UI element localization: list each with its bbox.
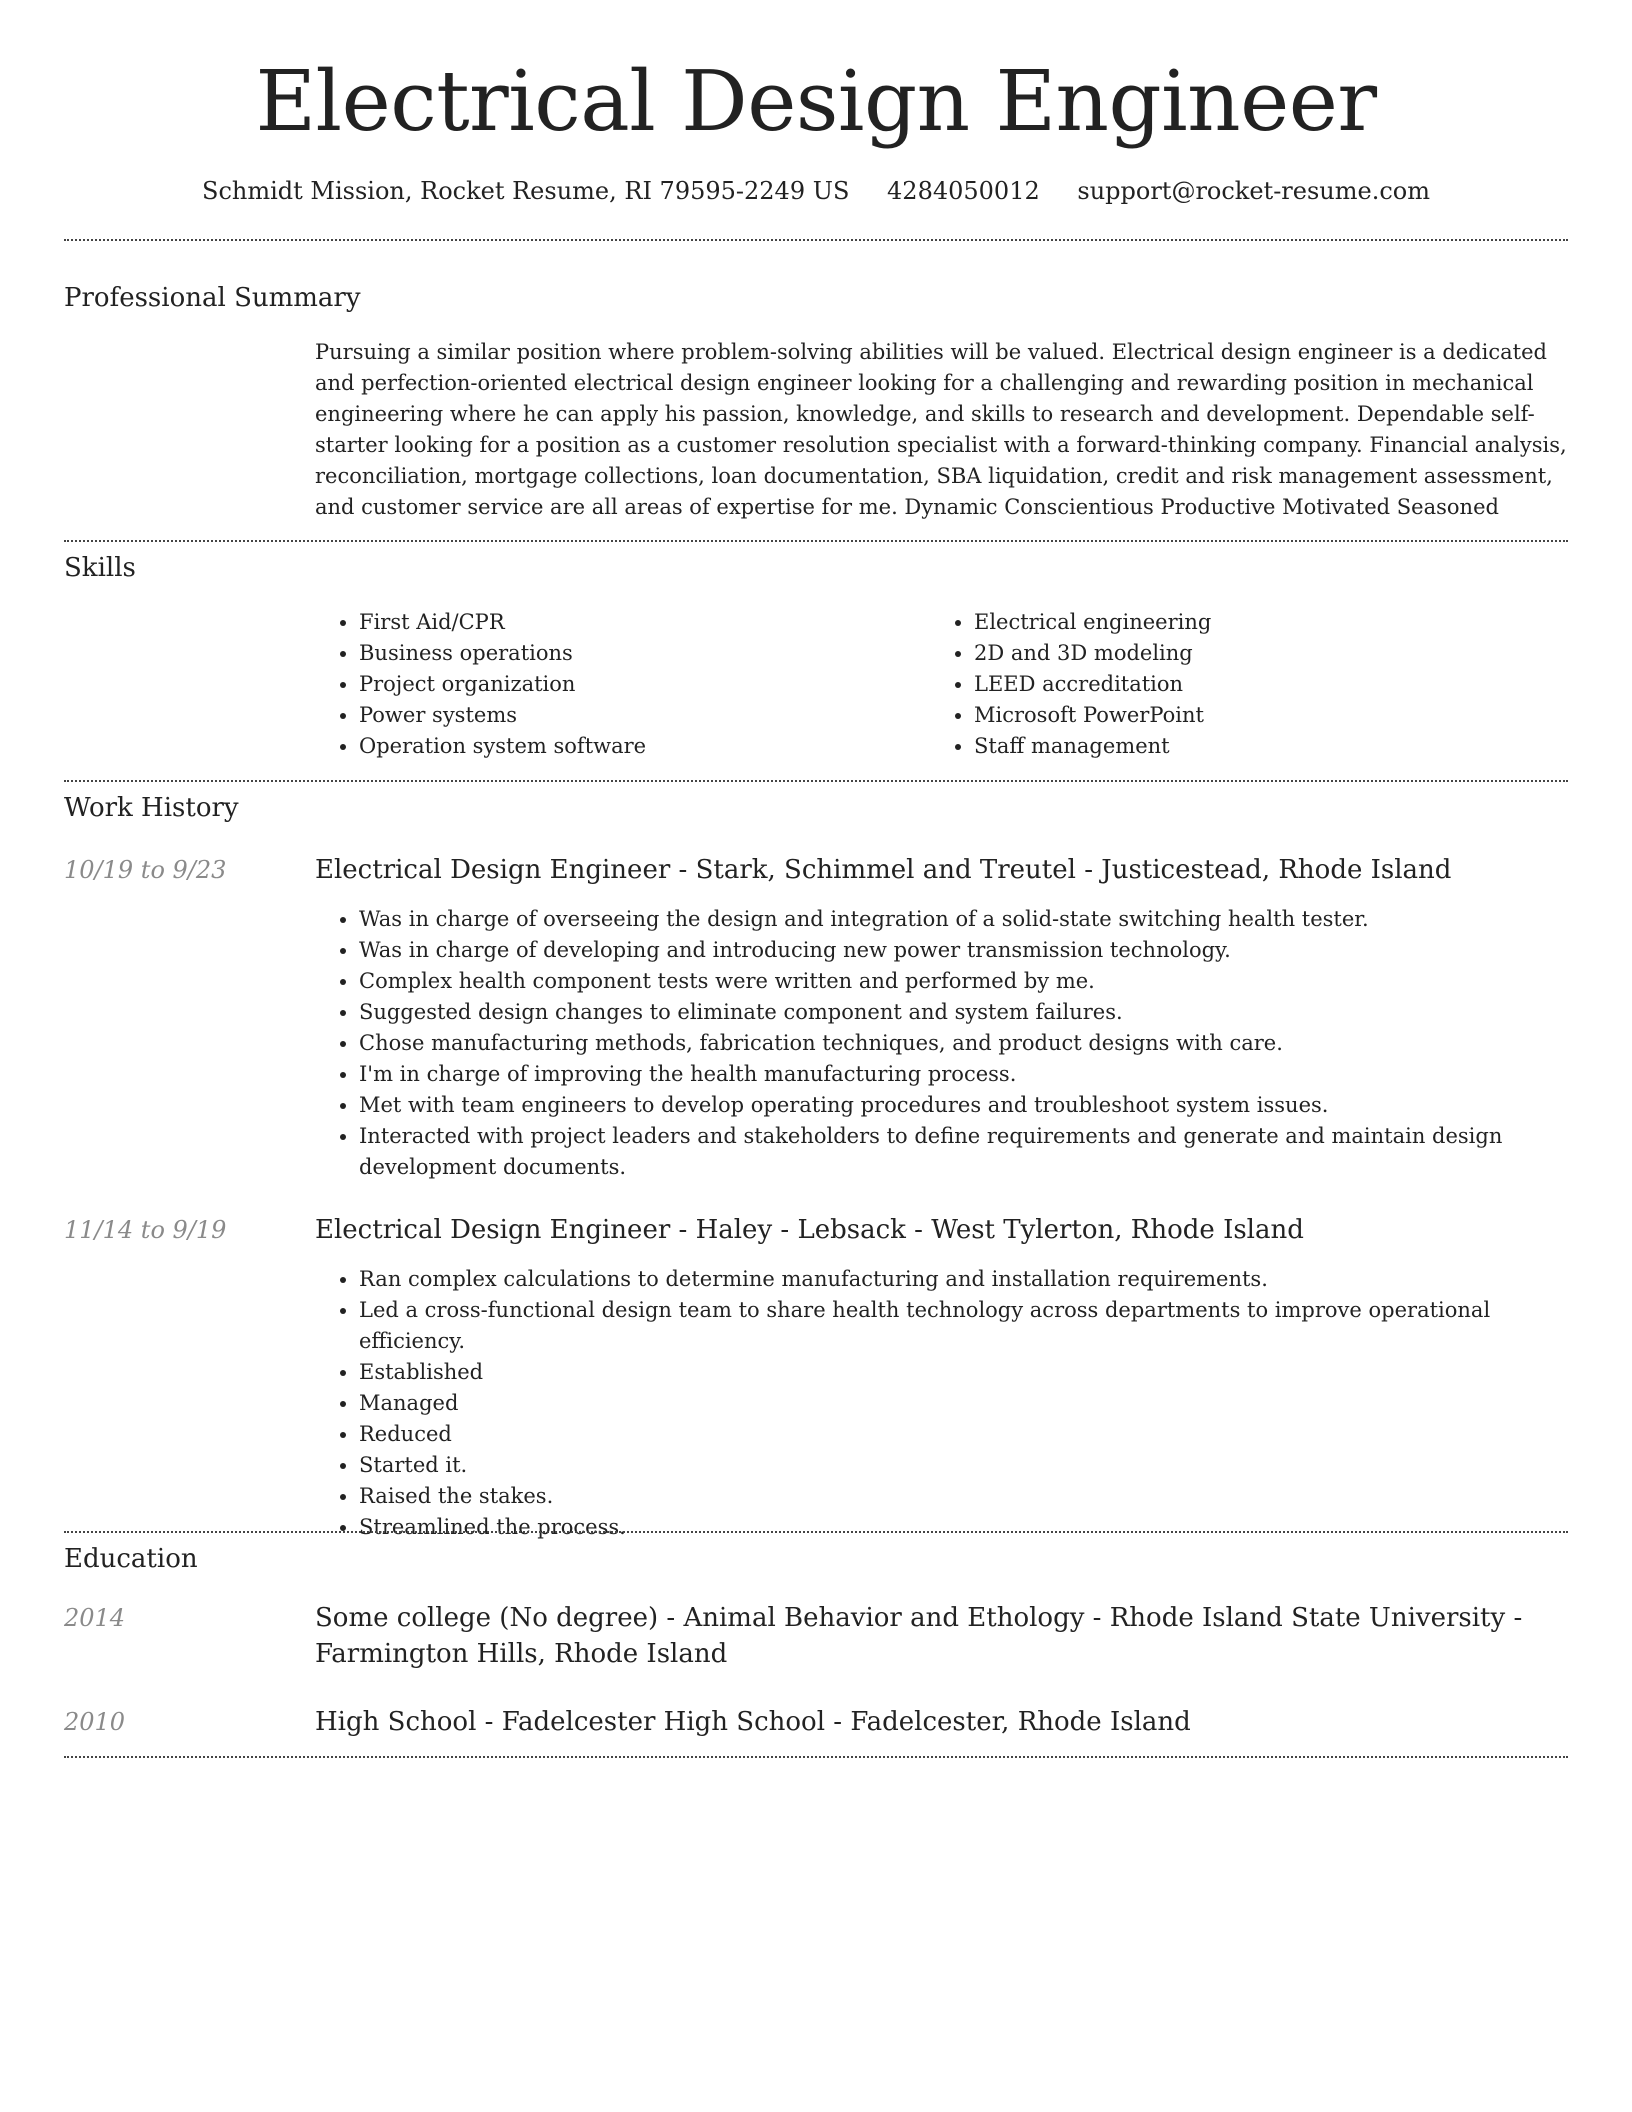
job-duty: • Met with team engineers to develop operating procedures and troubleshoot system issues. xyxy=(359,1090,1568,1121)
education-details: - Animal Behavior and Ethology - Rhode Island State University - Farmington Hills, Rhode Island xyxy=(315,1603,1523,1669)
education-year: 2010 xyxy=(64,1708,126,1736)
skill-item: • 2D and 3D modeling xyxy=(974,638,1530,669)
contact-address: Schmidt Mission, Rocket Resume, RI 79595-2249 US xyxy=(202,177,850,205)
job-duties xyxy=(315,1264,1568,1543)
job-title: Electrical Design Engineer - Stark, Schimmel and Treutel - Justicestead, Rhode Island xyxy=(315,855,1452,885)
candidate-name: Electrical Design Engineer xyxy=(255,53,1377,150)
skill-item: • Staff management xyxy=(974,731,1530,762)
skill-item: • Project organization xyxy=(359,669,915,700)
contact-line xyxy=(0,176,1632,206)
skill-item: • LEED accreditation xyxy=(974,669,1530,700)
job-duties xyxy=(315,904,1568,1183)
section-divider xyxy=(64,1756,1568,1758)
job-dates: 11/14 to 9/19 xyxy=(64,1216,227,1244)
job-duty: • Was in charge of developing and introducing new power transmission technology. xyxy=(359,935,1568,966)
skills-list-right xyxy=(930,607,1530,762)
section-divider xyxy=(64,540,1568,542)
education-year: 2014 xyxy=(64,1604,126,1632)
work-heading: Work History xyxy=(64,793,239,823)
section-divider xyxy=(64,780,1568,782)
job-duties-list xyxy=(315,904,1568,1183)
job-duty: • Interacted with project leaders and stakeholders to define requirements and generate and maintain design development documents. xyxy=(359,1121,1568,1183)
education-heading: Education xyxy=(64,1544,198,1574)
skill-item: • Business operations xyxy=(359,638,915,669)
skill-item: • Electrical engineering xyxy=(974,607,1530,638)
job-duty: • Streamlined the process. xyxy=(359,1512,1568,1543)
job-duty: • Was in charge of overseeing the design and integration of a solid-state switching health tester. xyxy=(359,904,1568,935)
education-degree: Some college (No degree) xyxy=(315,1603,659,1633)
skill-item: • First Aid/CPR xyxy=(359,607,915,638)
section-divider xyxy=(64,239,1568,241)
job-duty: • Reduced xyxy=(359,1419,1568,1450)
job-dates: 10/19 to 9/23 xyxy=(64,856,227,884)
skills-heading: Skills xyxy=(64,553,136,583)
summary-text: Pursuing a similar position where problem-solving abilities will be valued. Electrical design engineer is a dedicated and perfection-oriented electrical design engineer looking for a challenging and rewarding position in mechanical engineering where he can apply his passion, knowledge, and skills to research and development. Dependable self-starter looking for a position as a customer resolution specialist with a forward-thinking company. Financial analysis, reconciliation, mortgage collections, loan documentation, SBA liquidation, credit and risk management assessment, and customer service are all areas of expertise for me. Dynamic Conscientious Productive Motivated Seasoned xyxy=(315,340,1567,519)
skill-item: • Microsoft PowerPoint xyxy=(974,700,1530,731)
contact-phone: 4284050012 xyxy=(887,177,1040,205)
job-duty: • Suggested design changes to eliminate component and system failures. xyxy=(359,997,1568,1028)
skill-item: • Power systems xyxy=(359,700,915,731)
education-entry xyxy=(315,1600,1568,1672)
skills-column-right xyxy=(930,607,1530,762)
job-duty: • Complex health component tests were written and performed by me. xyxy=(359,966,1568,997)
job-duty: • Started it. xyxy=(359,1450,1568,1481)
skill-item: • Operation system software xyxy=(359,731,915,762)
job-duty: • Established xyxy=(359,1357,1568,1388)
job-duty: • Led a cross-functional design team to share health technology across departments to improve operational efficiency. xyxy=(359,1295,1568,1357)
contact-email: support@rocket-resume.com xyxy=(1077,177,1430,205)
job-duty: • I'm in charge of improving the health manufacturing process. xyxy=(359,1059,1568,1090)
job-duties-list xyxy=(315,1264,1568,1543)
skills-list-left xyxy=(315,607,915,762)
job-title: Electrical Design Engineer - Haley - Lebsack - West Tylerton, Rhode Island xyxy=(315,1215,1304,1245)
skills-column-left xyxy=(315,607,915,762)
job-duty: • Managed xyxy=(359,1388,1568,1419)
job-duty: • Chose manufacturing methods, fabrication techniques, and product designs with care. xyxy=(359,1028,1568,1059)
education-details: - Fadelcester High School - Fadelcester, Rhode Island xyxy=(476,1707,1191,1737)
section-divider xyxy=(64,1531,1568,1533)
education-degree: High School xyxy=(315,1707,477,1737)
job-duty: • Ran complex calculations to determine manufacturing and installation requirements. xyxy=(359,1264,1568,1295)
summary-heading: Professional Summary xyxy=(64,283,361,313)
job-duty: • Raised the stakes. xyxy=(359,1481,1568,1512)
education-entry xyxy=(315,1704,1568,1740)
resume-header xyxy=(0,0,1632,206)
